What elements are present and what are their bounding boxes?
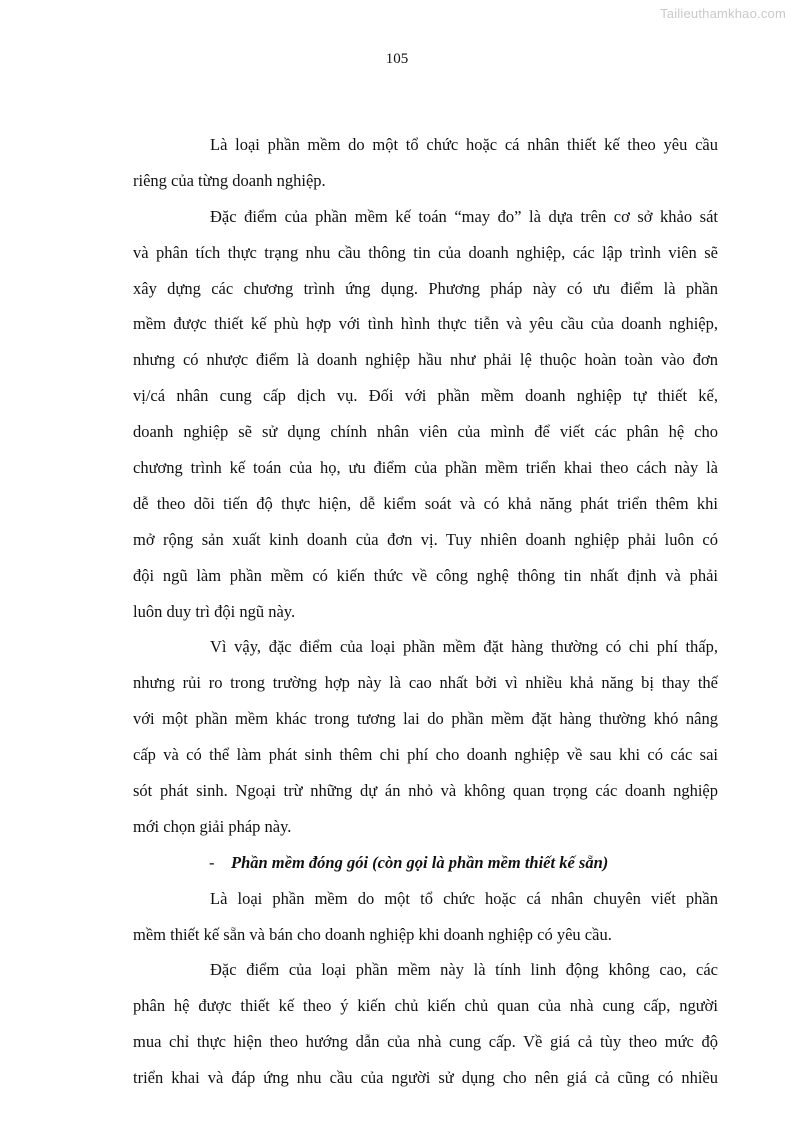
text-line: nhưng rủi ro trong trường hợp này là cao nhất bởi vì nhiều khả năng bị thay thế (133, 673, 718, 693)
text-line: cấp và có thể làm phát sinh thêm chi phí cho doanh nghiệp về sau khi có các sai (133, 745, 718, 765)
text-line: Vì vậy, đặc điểm của loại phần mềm đặt hàng thường có chi phí thấp, (210, 637, 718, 657)
heading-text: Phần mềm đóng gói (còn gọi là phần mềm thiết kế sẵn) (231, 852, 609, 872)
text-line: mềm được thiết kế phù hợp với tình hình thực tiễn và yêu cầu của doanh nghiệp, (133, 314, 718, 334)
text-line: sót phát sinh. Ngoại trừ những dự án nhỏ và không quan trọng các doanh nghiệp (133, 781, 718, 801)
text-line: với một phần mềm khác trong tương lai do phần mềm đặt hàng thường khó nâng (133, 709, 718, 729)
text-line: riêng của từng doanh nghiệp. (133, 170, 326, 190)
text-line: mềm thiết kế sẵn và bán cho doanh nghiệp khi doanh nghiệp có yêu cầu. (133, 924, 612, 944)
text-line: doanh nghiệp sẽ sử dụng chính nhân viên của mình để viết các phân hệ cho (133, 422, 718, 442)
text-line: luôn duy trì đội ngũ này. (133, 601, 296, 621)
text-line: Đặc điểm của phần mềm kế toán “may đo” là dựa trên cơ sở khảo sát (210, 206, 718, 226)
text-line: dễ theo dõi tiến độ thực hiện, dễ kiểm soát và có khả năng phát triển thêm khi (133, 493, 718, 513)
text-line: Đặc điểm của loại phần mềm này là tính linh động không cao, các (210, 960, 718, 980)
text-line: mở rộng sản xuất kinh doanh của đơn vị. Tuy nhiên doanh nghiệp phải luôn có (133, 529, 718, 549)
text-line: và phân tích thực trạng nhu cầu thông tin của doanh nghiệp, các lập trình viên sẽ (133, 242, 718, 262)
bullet-dash: - (209, 852, 215, 872)
text-line: Là loại phần mềm do một tổ chức hoặc cá nhân chuyên viết phần (210, 888, 718, 908)
page-number: 105 (385, 51, 409, 67)
text-line: đội ngũ làm phần mềm có kiến thức về công nghệ thông tin nhất định và phải (133, 565, 718, 585)
text-line: mua chỉ thực hiện theo hướng dẫn của nhà cung cấp. Về giá cả tùy theo mức độ (133, 1032, 718, 1052)
text-line: xây dựng các chương trình ứng dụng. Phương pháp này có ưu điểm là phần (133, 278, 718, 298)
text-line: chương trình kế toán của họ, ưu điểm của phần mềm triển khai theo cách này là (133, 458, 718, 478)
text-line: nhưng có nhược điểm là doanh nghiệp hầu như phải lệ thuộc hoàn toàn vào đơn (133, 350, 718, 370)
section-heading (133, 849, 718, 885)
document-body (133, 131, 718, 1100)
text-line: mới chọn giải pháp này. (133, 816, 292, 836)
text-line: Là loại phần mềm do một tổ chức hoặc cá nhân thiết kế theo yêu cầu (210, 135, 718, 154)
text-line: triển khai và đáp ứng nhu cầu của người sử dụng cho nên giá cả cũng có nhiều (133, 1068, 718, 1088)
text-line: phân hệ được thiết kế theo ý kiến chủ kiến chủ quan của nhà cung cấp, người (133, 996, 718, 1016)
watermark-text: Tailieuthamkhao.com (660, 6, 786, 21)
text-line: vị/cá nhân cung cấp dịch vụ. Đối với phần mềm doanh nghiệp tự thiết kế, (133, 386, 718, 406)
